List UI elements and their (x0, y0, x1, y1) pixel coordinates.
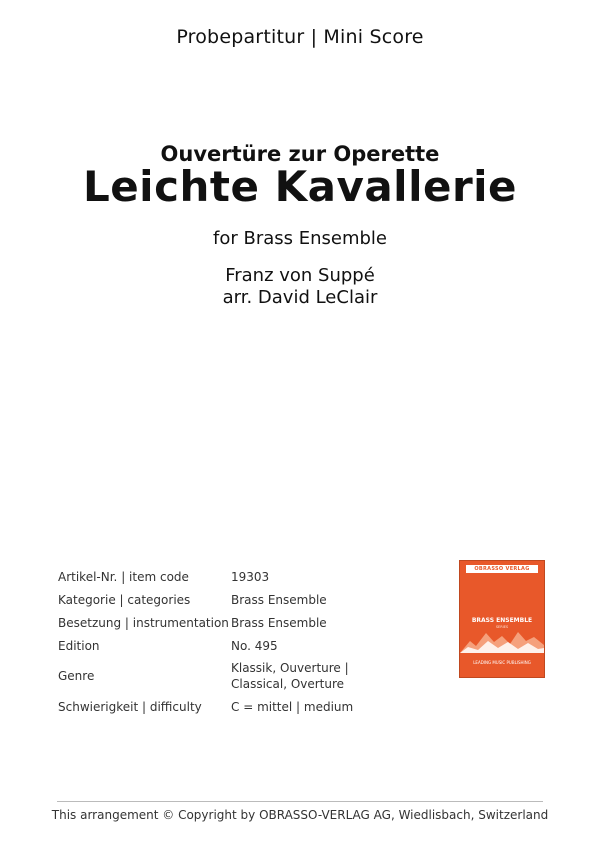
ensemble-line: for Brass Ensemble (213, 228, 387, 249)
info-label: Kategorie | categories (58, 592, 191, 607)
info-value: C = mittel | medium (231, 699, 354, 714)
credits (0, 265, 600, 309)
info-value: Brass Ensemble (231, 615, 327, 630)
cover-thumbnail (459, 560, 545, 678)
cover-logo: OBRASSO VERLAG (474, 566, 530, 572)
info-row-instrumentation (58, 611, 371, 634)
info-row-genre (58, 657, 371, 695)
composer-name: Franz von Suppé (225, 265, 375, 286)
info-row-categories (58, 588, 371, 611)
cover-series: SERIES (495, 625, 509, 629)
info-label: Artikel-Nr. | item code (58, 569, 189, 584)
work-title: Leichte Kavallerie (82, 162, 518, 211)
info-table (58, 565, 371, 718)
arranger-name: arr. David LeClair (222, 287, 378, 308)
cover-logo-bar (466, 565, 538, 573)
copyright-notice: This arrangement © Copyright by OBRASSO-VERLAG AG, Wiedlisbach, Switzerland (51, 808, 549, 822)
info-value: No. 495 (231, 638, 278, 653)
info-row-difficulty (58, 695, 371, 718)
info-label: Genre (58, 669, 95, 683)
info-label: Besetzung | instrumentation (58, 615, 229, 630)
info-label: Edition (58, 638, 100, 653)
cover-title: BRASS ENSEMBLE (471, 617, 533, 624)
info-label: Schwierigkeit | difficulty (58, 699, 202, 714)
info-row-edition (58, 634, 371, 657)
mountains-icon (460, 627, 544, 653)
info-value: Klassik, Ouverture | Classical, Overture (231, 661, 349, 691)
work-subtitle: Ouvertüre zur Operette (160, 142, 440, 166)
info-value: Brass Ensemble (231, 592, 327, 607)
page-header-label: Probepartitur | Mini Score (176, 26, 424, 48)
info-row-item-code (58, 565, 371, 588)
cover-publisher: LEADING MUSIC PUBLISHING (473, 660, 531, 665)
footer-divider (57, 801, 543, 802)
info-value: 19303 (231, 569, 270, 584)
